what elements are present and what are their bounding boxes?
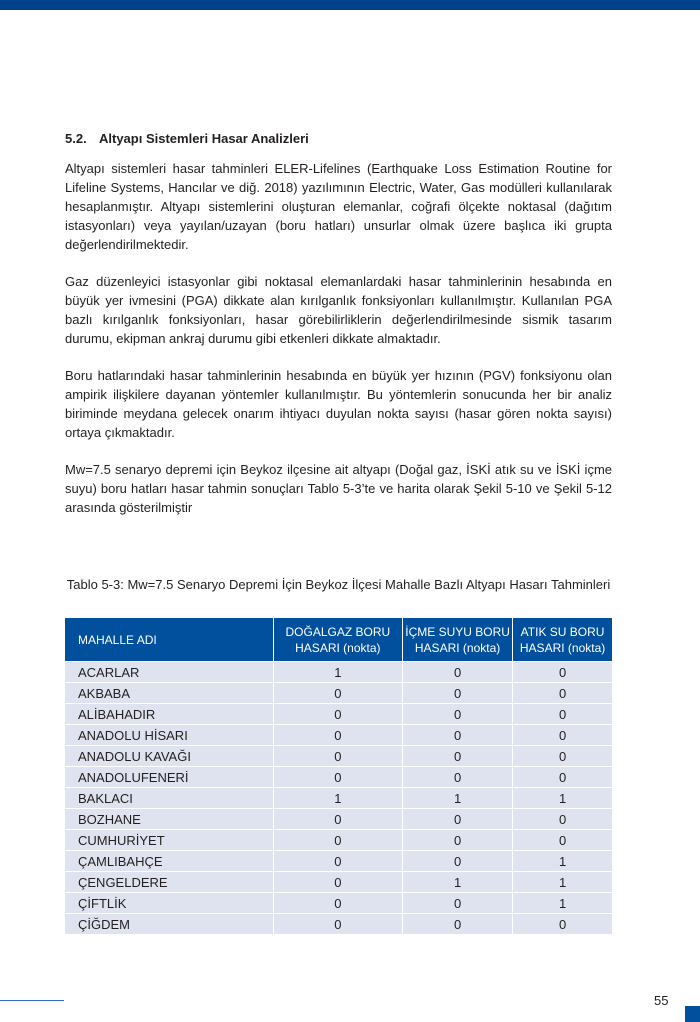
table-row (65, 788, 612, 809)
table-row (65, 872, 612, 893)
page-number: 55 (654, 993, 669, 1008)
cell-mahalle: ACARLAR (65, 662, 273, 683)
cell-icme-suyu: 0 (403, 767, 513, 788)
cell-dogalgaz: 0 (273, 767, 402, 788)
cell-atik-su: 0 (513, 746, 612, 767)
cell-dogalgaz: 0 (273, 893, 402, 914)
cell-icme-suyu: 0 (403, 851, 513, 872)
cell-icme-suyu: 0 (403, 683, 513, 704)
cell-icme-suyu: 1 (403, 872, 513, 893)
section-number: 5.2. (65, 131, 87, 146)
cell-icme-suyu: 0 (403, 746, 513, 767)
cell-mahalle: CUMHURİYET (65, 830, 273, 851)
cell-icme-suyu: 0 (403, 704, 513, 725)
cell-mahalle: ÇENGELDERE (65, 872, 273, 893)
damage-table (65, 618, 612, 934)
cell-icme-suyu: 0 (403, 725, 513, 746)
cell-dogalgaz: 0 (273, 746, 402, 767)
table-caption: Tablo 5-3: Mw=7.5 Senaryo Depremi İçin Beykoz İlçesi Mahalle Bazlı Altyapı Hasarı Tahminleri (66, 577, 611, 592)
table-row (65, 683, 612, 704)
cell-dogalgaz: 0 (273, 872, 402, 893)
cell-atik-su: 0 (513, 809, 612, 830)
cell-dogalgaz: 0 (273, 683, 402, 704)
cell-dogalgaz: 0 (273, 830, 402, 851)
header-icme-suyu: İÇME SUYU BORU HASARI (nokta) (403, 618, 513, 662)
cell-atik-su: 0 (513, 662, 612, 683)
cell-mahalle: BAKLACI (65, 788, 273, 809)
cell-atik-su: 0 (513, 767, 612, 788)
cell-dogalgaz: 0 (273, 704, 402, 725)
cell-dogalgaz: 0 (273, 914, 402, 935)
paragraph-2: Gaz düzenleyici istasyonlar gibi noktasal elemanlardaki hasar tahminlerinin hesabında en büyük yer ivmesini (PGA) dikkate alan kırılganlık fonksiyonları kullanılmıştır. Kullanılan PGA bazlı kırılganlık fonksiyonları, hasar görebilirliklerin değerlendirilmesinde sismik tasarım durumu, ekipman ankraj durumu gibi etkenleri dikkate almaktadır. (65, 274, 612, 346)
cell-atik-su: 1 (513, 788, 612, 809)
paragraph-1: Altyapı sistemleri hasar tahminleri ELER-Lifelines (Earthquake Loss Estimation Routine for Lifeline Systems, Hancılar ve diğ. 2018) yazılımının Electric, Water, Gas modülleri kullanılarak hesaplanmıştır. Altyapı sistemlerini oluşturan elemanlar, coğrafi ölçekte noktasal (dağıtım istasyonları) veya yayılan/uzayan (boru hatları) unsurlar olmak üzere başlıca iki grupta değerlendirilmektedir. (65, 161, 612, 252)
cell-mahalle: ANADOLUFENERİ (65, 767, 273, 788)
table-row (65, 809, 612, 830)
cell-icme-suyu: 0 (403, 662, 513, 683)
cell-icme-suyu: 0 (403, 809, 513, 830)
table-row (65, 704, 612, 725)
cell-mahalle: AKBABA (65, 683, 273, 704)
top-bar (0, 0, 700, 10)
cell-atik-su: 0 (513, 683, 612, 704)
cell-mahalle: BOZHANE (65, 809, 273, 830)
cell-atik-su: 0 (513, 704, 612, 725)
cell-icme-suyu: 0 (403, 893, 513, 914)
cell-mahalle: ALİBAHADIR (65, 704, 273, 725)
header-mahalle: MAHALLE ADI (65, 618, 273, 662)
cell-atik-su: 1 (513, 872, 612, 893)
cell-icme-suyu: 0 (403, 914, 513, 935)
cell-atik-su: 0 (513, 830, 612, 851)
cell-mahalle: ÇAMLIBAHÇE (65, 851, 273, 872)
cell-dogalgaz: 0 (273, 725, 402, 746)
paragraph-4: Mw=7.5 senaryo depremi için Beykoz ilçesine ait altyapı (Doğal gaz, İSKİ atık su ve İSKİ içme suyu) boru hatları hasar tahmin sonuçları Tablo 5-3’te ve harita olarak Şekil 5-10 ve Şekil 5-12 arasında gösterilmiştir (65, 462, 612, 515)
table-row (65, 725, 612, 746)
table-header-row (65, 618, 612, 662)
cell-mahalle: ANADOLU KAVAĞI (65, 746, 273, 767)
header-atik-su: ATIK SU BORU HASARI (nokta) (513, 618, 612, 662)
section-title: Altyapı Sistemleri Hasar Analizleri (99, 131, 309, 146)
table-row (65, 746, 612, 767)
cell-atik-su: 1 (513, 893, 612, 914)
cell-dogalgaz: 0 (273, 809, 402, 830)
cell-dogalgaz: 1 (273, 662, 402, 683)
cell-icme-suyu: 0 (403, 830, 513, 851)
footer-rule (0, 1000, 64, 1001)
table-row (65, 767, 612, 788)
cell-icme-suyu: 1 (403, 788, 513, 809)
cell-atik-su: 1 (513, 851, 612, 872)
cell-dogalgaz: 1 (273, 788, 402, 809)
header-dogalgaz: DOĞALGAZ BORU HASARI (nokta) (273, 618, 402, 662)
corner-accent-block (685, 1006, 700, 1022)
table-row (65, 914, 612, 935)
table-row (65, 662, 612, 683)
table-row (65, 851, 612, 872)
cell-mahalle: ANADOLU HİSARI (65, 725, 273, 746)
cell-atik-su: 0 (513, 725, 612, 746)
table-row (65, 893, 612, 914)
cell-mahalle: ÇİFTLİK (65, 893, 273, 914)
paragraph-3: Boru hatlarındaki hasar tahminlerinin hesabında en büyük yer hızının (PGV) fonksiyonu olan ampirik ilişkilere dayanan yöntemler kullanılmıştır. Bu yöntemlerin sonucunda her bir analiz biriminde meydana gelecek onarım ihtiyacı duyulan nokta sayısı (hasar gören nokta sayısı) ortaya çıkmaktadır. (65, 368, 612, 440)
cell-dogalgaz: 0 (273, 851, 402, 872)
section-heading (65, 131, 309, 146)
table-row (65, 830, 612, 851)
cell-atik-su: 0 (513, 914, 612, 935)
cell-mahalle: ÇİĞDEM (65, 914, 273, 935)
